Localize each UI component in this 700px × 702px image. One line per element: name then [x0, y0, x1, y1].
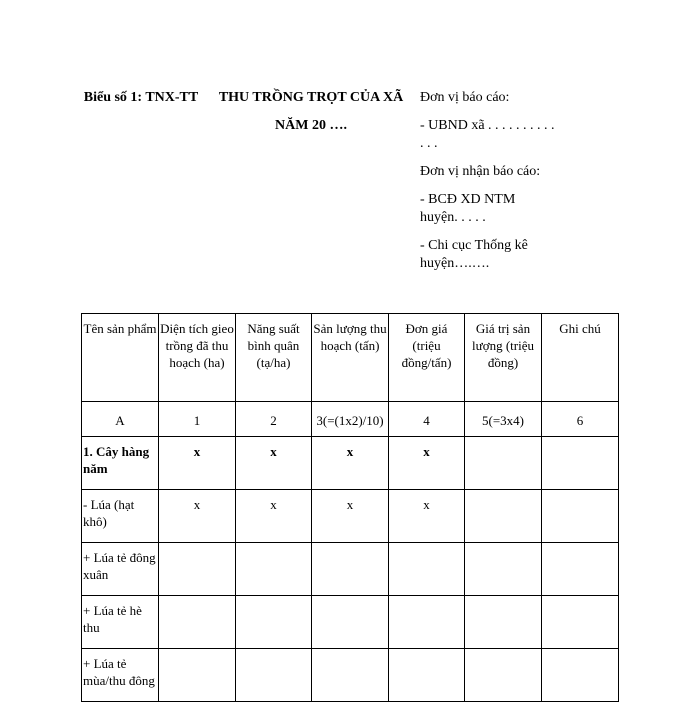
column-header: Ghi chú: [542, 314, 619, 402]
table-cell: [542, 543, 619, 596]
table-cell: [312, 543, 389, 596]
column-header: Năng suất bình quân (tạ/ha): [236, 314, 312, 402]
product-name: 1. Cây hàng năm: [82, 437, 159, 490]
column-number: 2: [236, 402, 312, 437]
table-row: [82, 543, 619, 596]
column-number: 5(=3x4): [465, 402, 542, 437]
report-units: [420, 89, 555, 283]
receiver-district-committee: - BCĐ XD NTM huyện. . . . .: [420, 192, 516, 225]
product-name: + Lúa tẻ mùa/thu đông: [82, 649, 159, 702]
reporting-unit-label: Đơn vị báo cáo:: [420, 90, 510, 105]
table-cell: [236, 649, 312, 702]
table-cell: [465, 437, 542, 490]
table-cell: [159, 596, 236, 649]
column-number-row: [82, 402, 619, 437]
table-cell: x: [159, 437, 236, 490]
table-cell: [465, 649, 542, 702]
table-cell: x: [312, 490, 389, 543]
table-cell: x: [312, 437, 389, 490]
table-cell: [236, 596, 312, 649]
table-cell: [312, 596, 389, 649]
table-cell: [542, 649, 619, 702]
table-row: [82, 596, 619, 649]
product-name: + Lúa tẻ đông xuân: [82, 543, 159, 596]
column-number: 1: [159, 402, 236, 437]
column-number: 4: [389, 402, 465, 437]
table-cell: [465, 543, 542, 596]
column-header: Tên sản phẩm: [82, 314, 159, 402]
product-name: - Lúa (hạt khô): [82, 490, 159, 543]
report-year: NĂM 20 ….: [275, 118, 347, 133]
table-header-row: [82, 314, 619, 402]
table-cell: [465, 596, 542, 649]
column-header: Giá trị sản lượng (triệu đồng): [465, 314, 542, 402]
table-cell: [465, 490, 542, 543]
column-header: Sản lượng thu hoạch (tấn): [312, 314, 389, 402]
report-title-block: [216, 89, 406, 135]
column-header: Đơn giá (triệu đồng/tấn): [389, 314, 465, 402]
crop-production-table: [81, 313, 619, 702]
table-row: [82, 437, 619, 490]
column-header: Diện tích gieo trồng đã thu hoạch (ha): [159, 314, 236, 402]
receiving-unit-label: Đơn vị nhận báo cáo:: [420, 164, 541, 179]
table-row: [82, 649, 619, 702]
table-cell: [159, 649, 236, 702]
table-cell: x: [236, 437, 312, 490]
column-number: 3(=(1x2)/10): [312, 402, 389, 437]
table-cell: [542, 437, 619, 490]
form-code: Biểu số 1: TNX-TT: [83, 90, 199, 105]
table-cell: [389, 596, 465, 649]
table-cell: [159, 543, 236, 596]
receiver-statistics-office: - Chi cục Thống kê huyện….….: [420, 238, 528, 271]
product-name: + Lúa tẻ hè thu: [82, 596, 159, 649]
table-cell: x: [159, 490, 236, 543]
column-number: 6: [542, 402, 619, 437]
table-cell: x: [236, 490, 312, 543]
table-cell: [389, 543, 465, 596]
report-title: THU TRỒNG TRỌT CỦA XÃ: [218, 90, 404, 105]
table-cell: [389, 649, 465, 702]
table-cell: x: [389, 490, 465, 543]
table-cell: [236, 543, 312, 596]
table-cell: x: [389, 437, 465, 490]
table-cell: [542, 490, 619, 543]
table-row: [82, 490, 619, 543]
reporting-unit: - UBND xã . . . . . . . . . . . . .: [420, 118, 555, 151]
table-cell: [542, 596, 619, 649]
table-cell: [312, 649, 389, 702]
column-number: A: [82, 402, 159, 437]
